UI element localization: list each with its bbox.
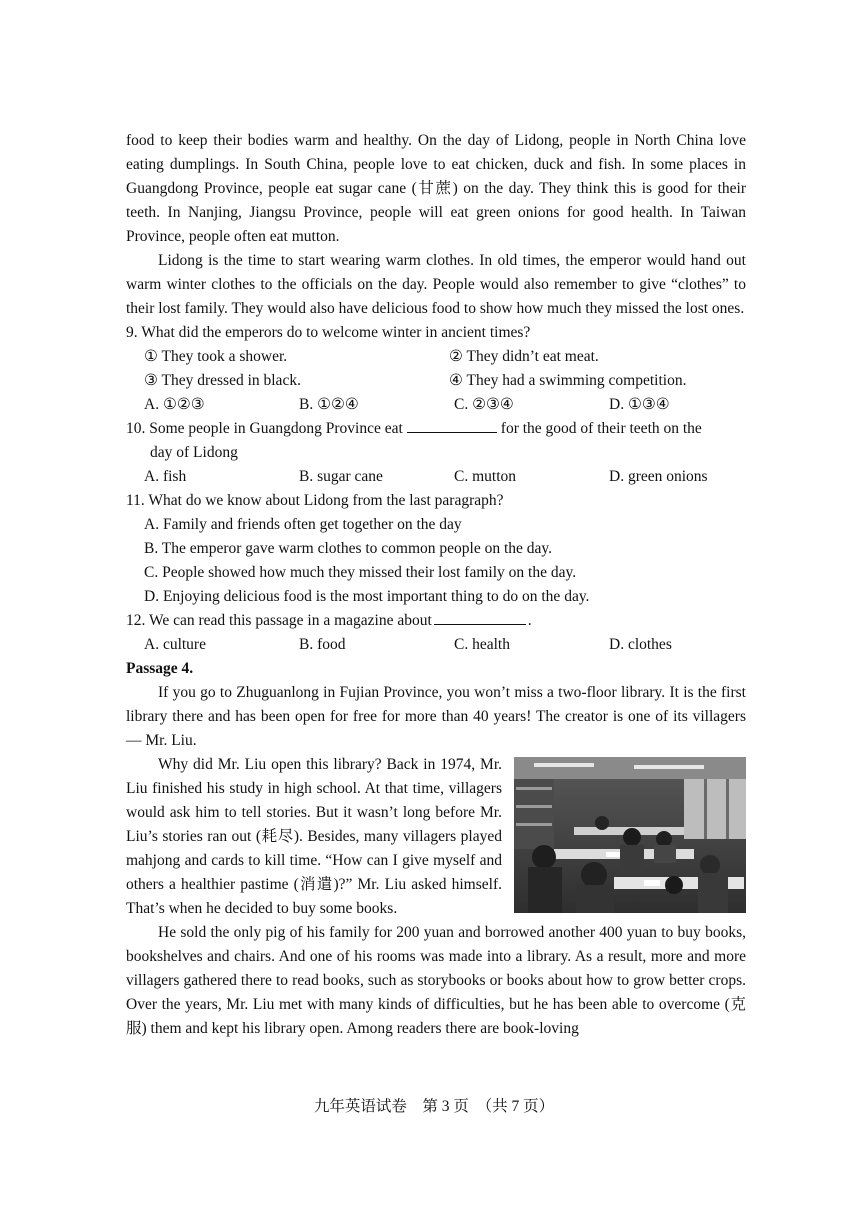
q12-option-c[interactable]: C. health — [454, 636, 510, 653]
q9-statement-2: ② They didn’t eat meat. — [449, 348, 599, 365]
question-9-stem: 9. What did the emperors do to welcome winter in ancient times? — [126, 324, 531, 341]
question-9-statements-row-2 — [126, 369, 746, 393]
q9-option-a[interactable]: A. ①②③ — [144, 396, 205, 413]
passage4-heading: Passage 4. — [126, 660, 194, 677]
question-10-stem-line-2: day of Lidong — [150, 444, 238, 461]
q12-answer-blank[interactable] — [434, 610, 526, 625]
q12-stem-part-2: . — [527, 612, 532, 629]
question-9-options — [126, 393, 746, 417]
passage4-paragraph-2-wrap — [126, 753, 746, 921]
q11-option-a[interactable]: A. Family and friends often get together on the day — [144, 516, 462, 533]
q10-option-d[interactable]: D. green onions — [609, 468, 708, 485]
question-12-stem — [126, 609, 746, 633]
page-footer: 九年英语试卷 第 3 页 （共 7 页） — [313, 1098, 555, 1115]
q9-statement-3: ③ They dressed in black. — [144, 372, 301, 389]
question-11-stem: 11. What do we know about Lidong from the last paragraph? — [126, 492, 504, 509]
q11-option-b[interactable]: B. The emperor gave warm clothes to common people on the day. — [144, 540, 553, 557]
q10-option-c[interactable]: C. mutton — [454, 468, 517, 485]
q12-stem-part-1: 12. We can read this passage in a magazine about — [126, 612, 432, 629]
question-9-statements-row-1 — [126, 345, 746, 369]
question-12-options — [126, 633, 746, 657]
q9-option-d[interactable]: D. ①③④ — [609, 396, 670, 413]
passage4-paragraph-3: He sold the only pig of his family for 200 yuan and borrowed another 400 yuan to buy books, bookshelves and chairs. And one of his rooms was made into a library. As a result, more and more villagers gathered there to read books, such as storybooks or books about how to grow better crops. Over the years, Mr. Liu met with many kinds of difficulties, but he has been able to overcome (克服) them and kept his library open. Among readers there are book-loving — [126, 924, 746, 1037]
passage3-paragraph-2: Lidong is the time to start wearing warm clothes. In old times, the emperor would hand out warm winter clothes to the officials on the day. People would also remember to give “clothes” to their lost family. They would also have delicious food to show how much they missed the lost ones. — [126, 252, 746, 317]
q10-stem-part-2: for the good of their teeth on the — [500, 420, 702, 437]
question-10-options — [126, 465, 746, 489]
passage3-paragraph-1-continued: food to keep their bodies warm and healthy. On the day of Lidong, people in North China love eating dumplings. In South China, people love to eat chicken, duck and fish. In some places in Guangdong Province, people eat sugar cane (甘蔗) on the day. They think this is good for their teeth. In Nanjing, Jiangsu Province, people will eat green onions for good health. In Taiwan Province, people often eat mutton. — [126, 132, 746, 245]
passage4-paragraph-1: If you go to Zhuguanlong in Fujian Province, you won’t miss a two-floor library. It is the first library there and has been open for free for more than 40 years! The creator is one of its villagers — Mr. Liu. — [126, 684, 746, 749]
q10-stem-part-1: 10. Some people in Guangdong Province eat — [126, 420, 403, 437]
q9-statement-1: ① They took a shower. — [144, 348, 288, 365]
q10-option-b[interactable]: B. sugar cane — [299, 468, 383, 485]
q12-option-b[interactable]: B. food — [299, 636, 346, 653]
q12-option-d[interactable]: D. clothes — [609, 636, 672, 653]
question-10-stem — [126, 417, 746, 441]
page-content — [126, 129, 746, 1041]
q9-statement-4: ④ They had a swimming competition. — [449, 372, 687, 389]
q12-option-a[interactable]: A. culture — [144, 636, 206, 653]
library-photo — [514, 757, 746, 913]
q11-option-c[interactable]: C. People showed how much they missed their lost family on the day. — [144, 564, 577, 581]
passage4-paragraph-2: Why did Mr. Liu open this library? Back in 1974, Mr. Liu finished his study in high school. At that time, villagers would ask him to tell stories. But it wasn’t long before Mr. Liu’s stories ran out (耗尽). Besides, many villagers played mahjong and cards to kill time. “How can I give myself and others a healthier pastime (消遣)?” Mr. Liu asked himself. That’s when he decided to buy some books. — [126, 756, 502, 917]
q10-answer-blank[interactable] — [407, 418, 497, 433]
q9-option-c[interactable]: C. ②③④ — [454, 396, 514, 413]
q11-option-d[interactable]: D. Enjoying delicious food is the most important thing to do on the day. — [144, 588, 590, 605]
q9-option-b[interactable]: B. ①②④ — [299, 396, 359, 413]
q10-option-a[interactable]: A. fish — [144, 468, 187, 485]
